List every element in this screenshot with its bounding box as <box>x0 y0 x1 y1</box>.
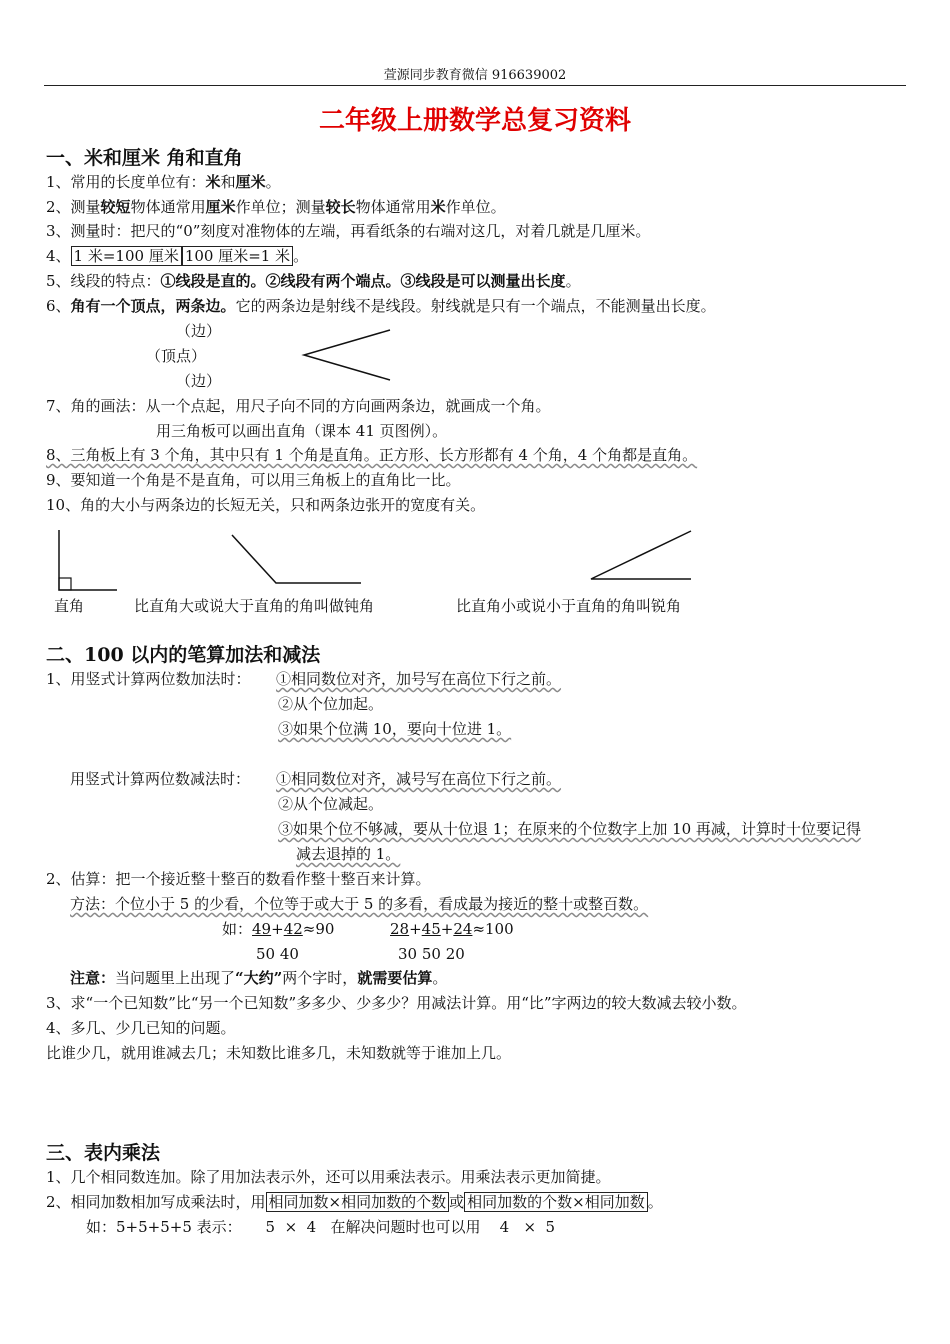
caption-right-angle: 直角 <box>54 597 85 615</box>
s2-sub-rule-3: ③如果个位不够减，要从十位退 1；在原来的个位数字上加 10 再减，计算时十位要记得 <box>278 820 861 838</box>
s2-sub-rule-3-cont: 减去退掉的 1。 <box>296 845 401 863</box>
s2-example-2-rounded: 30 50 20 <box>398 945 465 963</box>
s1-line-10: 10、角的大小与两条边的长短无关，只和两条边张开的宽度有关。 <box>46 496 486 514</box>
obtuse-angle-diagram <box>228 532 368 588</box>
s2-note: 注意：当问题里上出现了“大约”两个字时，就需要估算。 <box>70 969 448 987</box>
section-1-heading: 一、米和厘米 角和直角 <box>46 147 243 169</box>
label-side-bottom: （边） <box>176 372 222 390</box>
s1-line-9: 9、要知道一个角是不是直角，可以用三角板上的直角比一比。 <box>46 471 461 489</box>
s1-line-8: 8、三角板上有 3 个角，其中只有 1 个角是直角。正方形、长方形都有 4 个角，4 个角都是直角。 <box>46 446 698 464</box>
s2-add-rule-3: ③如果个位满 10，要向十位进 1。 <box>278 720 512 738</box>
s2-line-4-detail: 比谁少几，就用谁减去几；未知数比谁多几，未知数就等于谁加上几。 <box>46 1044 512 1062</box>
label-vertex: （顶点） <box>146 347 207 365</box>
section-2-heading: 二、100 以内的笔算加法和减法 <box>46 644 321 666</box>
s1-line-6: 6、角有一个顶点，两条边。它的两条边是射线不是线段。射线就是只有一个端点，不能测量出长度。 <box>46 297 716 315</box>
s2-line-4: 4、多几、少几已知的问题。 <box>46 1019 236 1037</box>
acute-angle-diagram <box>585 528 695 584</box>
s2-example-1-rounded: 50 40 <box>256 945 299 963</box>
s1-line-3: 3、测量时：把尺的“0”刻度对准物体的左端，再看纸条的右端对这几，对着几就是几厘米。 <box>46 222 651 240</box>
s2-example-2: 28+45+24≈100 <box>390 920 514 938</box>
mult-form-box-1: 相同加数×相同加数的个数 <box>266 1192 450 1212</box>
caption-acute-angle: 比直角小或说小于直角的角叫锐角 <box>456 597 682 615</box>
header-rule <box>44 85 906 86</box>
s2-add-rule-2: ②从个位加起。 <box>278 695 384 713</box>
s2-sub-title: 用竖式计算两位数减法时： <box>70 770 251 788</box>
label-side-top: （边） <box>176 322 222 340</box>
unit-box-1: 1 米=100 厘米 <box>71 246 182 266</box>
s2-add-rule-1: ①相同数位对齐，加号写在高位下行之前。 <box>276 670 562 688</box>
page-title: 二年级上册数学总复习资料 <box>318 106 631 136</box>
s1-line-1: 1、常用的长度单位有：米和厘米。 <box>46 173 281 191</box>
s2-example-1: 如：49+42≈90 <box>222 920 335 938</box>
s2-estimate-method: 方法：个位小于 5 的少看，个位等于或大于 5 的多看，看成最为接近的整十或整百数。 <box>70 895 649 913</box>
angle-diagram <box>300 326 395 386</box>
caption-obtuse-angle: 比直角大或说大于直角的角叫做钝角 <box>134 597 375 615</box>
s1-line-7b: 用三角板可以画出直角（课本 41 页图例）。 <box>156 422 448 440</box>
s2-sub-rule-2: ②从个位减起。 <box>278 795 384 813</box>
s2-line-3: 3、求“一个已知数”比“另一个已知数”多多少、少多少？用减法计算。用“比”字两边的较大数减去较小数。 <box>46 994 747 1012</box>
s2-sub-rule-1: ①相同数位对齐，减号写在高位下行之前。 <box>276 770 562 788</box>
s1-line-2: 2、测量较短物体通常用厘米作单位；测量较长物体通常用米作单位。 <box>46 198 506 216</box>
right-angle-diagram <box>55 528 125 594</box>
s1-line-4: 4、 1 米=100 厘米 100 厘米=1 米 。 <box>46 247 309 265</box>
s3-line-2: 2、相同加数相加写成乘法时，用 相同加数×相同加数的个数 或 相同加数的个数×相同加数 。 <box>46 1193 663 1211</box>
section-3-heading: 三、表内乘法 <box>46 1142 161 1164</box>
s1-line-7: 7、角的画法：从一个点起，用尺子向不同的方向画两条边，就画成一个角。 <box>46 397 551 415</box>
s3-line-1: 1、几个相同数连加。除了用加法表示外，还可以用乘法表示。用乘法表示更加简捷。 <box>46 1168 611 1186</box>
s1-line-5: 5、线段的特点：①线段是直的。②线段有两个端点。③线段是可以测量出长度。 <box>46 272 581 290</box>
s2-add-title: 1、用竖式计算两位数加法时： <box>46 670 251 688</box>
mult-form-box-2: 相同加数的个数×相同加数 <box>464 1192 648 1212</box>
s3-example: 如：5+5+5+5 表示： 5 × 4 在解决问题时也可以用 4 × 5 <box>86 1218 556 1236</box>
unit-box-2: 100 厘米=1 米 <box>182 246 293 266</box>
s2-estimate: 2、估算：把一个接近整十整百的数看作整十整百来计算。 <box>46 870 431 888</box>
page-header: 萱源同步教育微信 916639002 <box>383 68 567 83</box>
